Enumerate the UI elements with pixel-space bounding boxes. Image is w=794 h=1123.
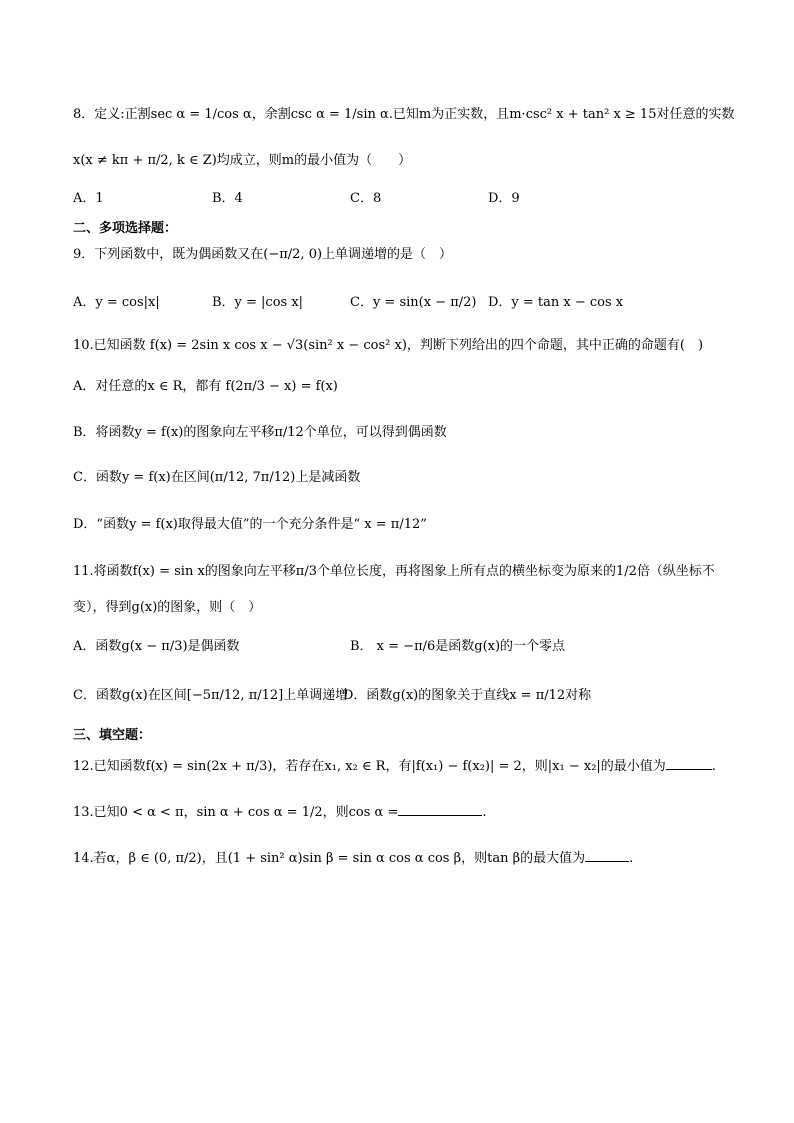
q14-answer-blank xyxy=(585,847,629,862)
q10-option-c: C．函数y = f(x)在区间(π/12, 7π/12)上是减函数 xyxy=(73,470,361,485)
q13-answer-blank xyxy=(398,801,482,816)
q11-option-b: B． x = −π/6是函数g(x)的一个零点 xyxy=(350,639,566,654)
q14-stem: 14.若α，β ∈ (0, π/2)，且(1 + sin² α)sin β = sin α cos α cos β，则tan β的最大值为 xyxy=(73,851,586,866)
section-heading-multiple-choice: 二、多项选择题： xyxy=(73,221,178,236)
q9-option-c: C．y = sin(x − π/2) xyxy=(350,295,477,310)
q11-option-a: A．函数g(x − π/3)是偶函数 xyxy=(73,639,240,654)
q12-stem: 12.已知函数f(x) = sin(2x + π/3)，若存在x₁, x₂ ∈ R，有|f(x₁) − f(x₂)| = 2，则|x₁ − x₂|的最小值为 xyxy=(73,759,666,774)
q10-stem: 10.已知函数 f(x) = 2sin x cos x − √3(sin² x − cos² x)，判断下列给出的四个命题，其中正确的命题有( ) xyxy=(73,338,704,353)
q11-stem-line1: 11.将函数f(x) = sin x的图象向左平移π/3个单位长度，再将图象上所有点的横坐标变为原来的1/2倍（纵坐标不 xyxy=(73,564,715,579)
q8-stem-line2: x(x ≠ kπ + π/2, k ∈ Z)均成立，则m的最小值为（ ） xyxy=(73,153,412,168)
q9-option-d: D．y = tan x − cos x xyxy=(488,295,624,310)
section-heading-fill-in: 三、填空题： xyxy=(73,728,152,743)
q9-option-a: A．y = cos|x| xyxy=(73,295,160,310)
q8-option-a: A．1 xyxy=(73,191,104,206)
q11-stem-line2: 变），得到g(x)的图象，则（ ） xyxy=(73,600,262,615)
q11-option-c: C．函数g(x)在区间[−5π/12, π/12]上单调递增 xyxy=(73,688,349,703)
q13-line: 13.已知0 < α < π，sin α + cos α = 1/2，则cos α = . xyxy=(73,801,486,822)
q10-option-b: B．将函数y = f(x)的图象向左平移π/12个单位，可以得到偶函数 xyxy=(73,425,447,440)
q12-answer-blank xyxy=(666,755,712,770)
q8-option-b: B．4 xyxy=(212,191,243,206)
q8-option-c: C．8 xyxy=(350,191,382,206)
q8-option-d: D．9 xyxy=(488,191,520,206)
q14-line: 14.若α，β ∈ (0, π/2)，且(1 + sin² α)sin β = sin α cos α cos β，则tan β的最大值为 . xyxy=(73,847,633,868)
q12-line: 12.已知函数f(x) = sin(2x + π/3)，若存在x₁, x₂ ∈ R，有|f(x₁) − f(x₂)| = 2，则|x₁ − x₂|的最小值为 . xyxy=(73,755,716,776)
q10-option-a: A．对任意的x ∈ R，都有 f(2π/3 − x) = f(x) xyxy=(73,379,338,394)
q10-option-d: D．“函数y = f(x)取得最大值”的一个充分条件是“ x = π/12” xyxy=(73,517,427,532)
q8-stem-line1: 8．定义:正割sec α = 1/cos α，余割csc α = 1/sin α.已知m为正实数，且m·csc² x + tan² x ≥ 15对任意的实数 xyxy=(73,107,735,122)
q9-stem: 9．下列函数中，既为偶函数又在(−π/2, 0)上单调递增的是（ ） xyxy=(73,247,453,262)
q9-option-b: B．y = |cos x| xyxy=(212,295,304,310)
q13-stem: 13.已知0 < α < π，sin α + cos α = 1/2，则cos α = xyxy=(73,805,399,820)
q11-option-d: D．函数g(x)的图象关于直线x = π/12对称 xyxy=(343,688,592,703)
